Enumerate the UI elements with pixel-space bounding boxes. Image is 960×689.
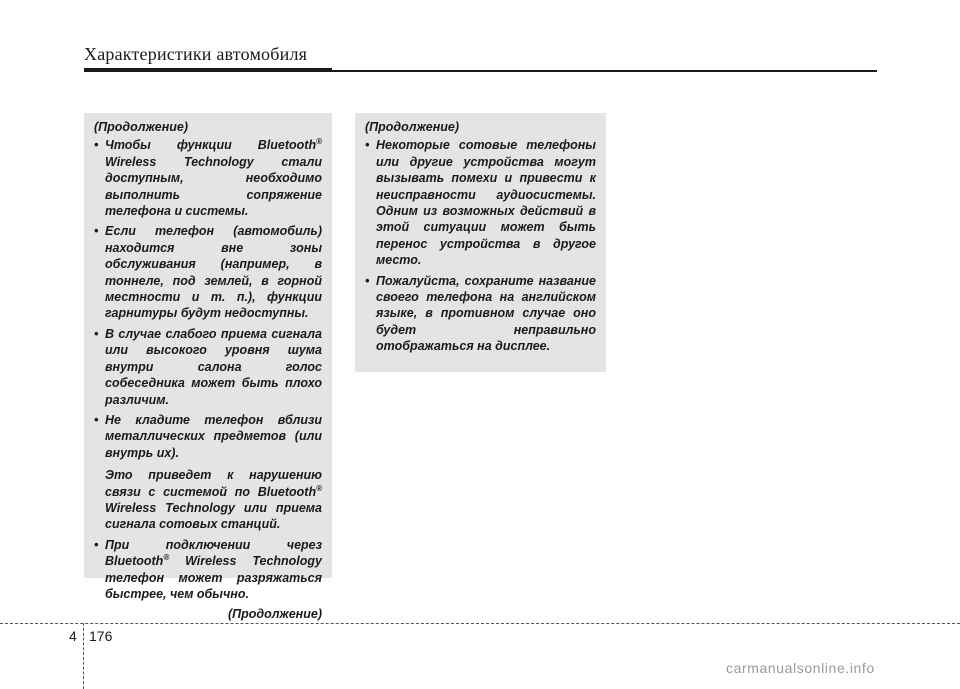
list-item <box>94 223 322 321</box>
item-paragraph <box>105 467 322 533</box>
list-item <box>365 273 596 355</box>
chapter-number: 4 <box>69 628 77 644</box>
footer-divider <box>0 623 960 624</box>
watermark: carmanualsonline.info <box>726 660 875 676</box>
list-item <box>365 137 596 268</box>
item-text: Wireless Technology или приема сигнала сотовых станций. <box>105 500 322 532</box>
item-text: При подключении через Bluetooth <box>105 537 322 569</box>
list-item <box>94 537 322 603</box>
footer-divider-vertical <box>83 623 84 689</box>
item-text: Некоторые сотовые телефоны или другие устройства могут вызывать помехи и привести к неисправности аудиосистемы. Одним из возможных действий в этой ситуации может быть перенос устройства в другое место. <box>376 138 596 268</box>
list-item <box>94 412 322 533</box>
registered-mark: ® <box>316 137 322 147</box>
header-rule-thin <box>332 70 877 72</box>
continued-label-top: (Продолжение) <box>94 120 189 134</box>
list-item <box>94 326 322 408</box>
note-box-right <box>355 113 606 372</box>
item-text: Это приведет к нарушению связи с системой по Bluetooth <box>105 468 322 499</box>
item-text: В случае слабого приема сигнала или высокого уровня шума внутри салона голос собеседника может быть плохо различим. <box>105 326 322 407</box>
item-text: Не кладите телефон вблизи металлических предметов (или внутрь их). <box>105 412 322 460</box>
item-text: Пожалуйста, сохраните название своего телефона на английском языке, в противном случае оно будет неправильно отображаться на дисплее. <box>376 273 596 354</box>
continued-label-top: (Продолжение) <box>365 120 460 134</box>
note-list <box>94 137 322 602</box>
page-number: 176 <box>89 628 113 644</box>
item-text: Если телефон (автомобиль) находится вне зоны обслуживания (например, в тоннеле, под землей, в горной местности и т. п.), функции гарнитуры будут недоступны. <box>105 224 322 321</box>
item-text: Wireless Technology телефон может разряжаться быстрее, чем обычно. <box>105 554 322 601</box>
item-text: Wireless Technology стали доступным, необходимо выполнить сопряжение телефона и системы. <box>105 154 322 219</box>
note-list <box>365 137 596 354</box>
item-text: Чтобы функции Bluetooth <box>105 138 317 153</box>
registered-mark: ® <box>316 483 322 493</box>
list-item <box>94 137 322 219</box>
continued-label-bottom: (Продолжение) <box>227 607 322 622</box>
note-box-left <box>84 113 332 622</box>
registered-mark: ® <box>163 553 170 562</box>
header-rule-thick <box>84 68 332 72</box>
section-title: Характеристики автомобиля <box>84 44 308 64</box>
